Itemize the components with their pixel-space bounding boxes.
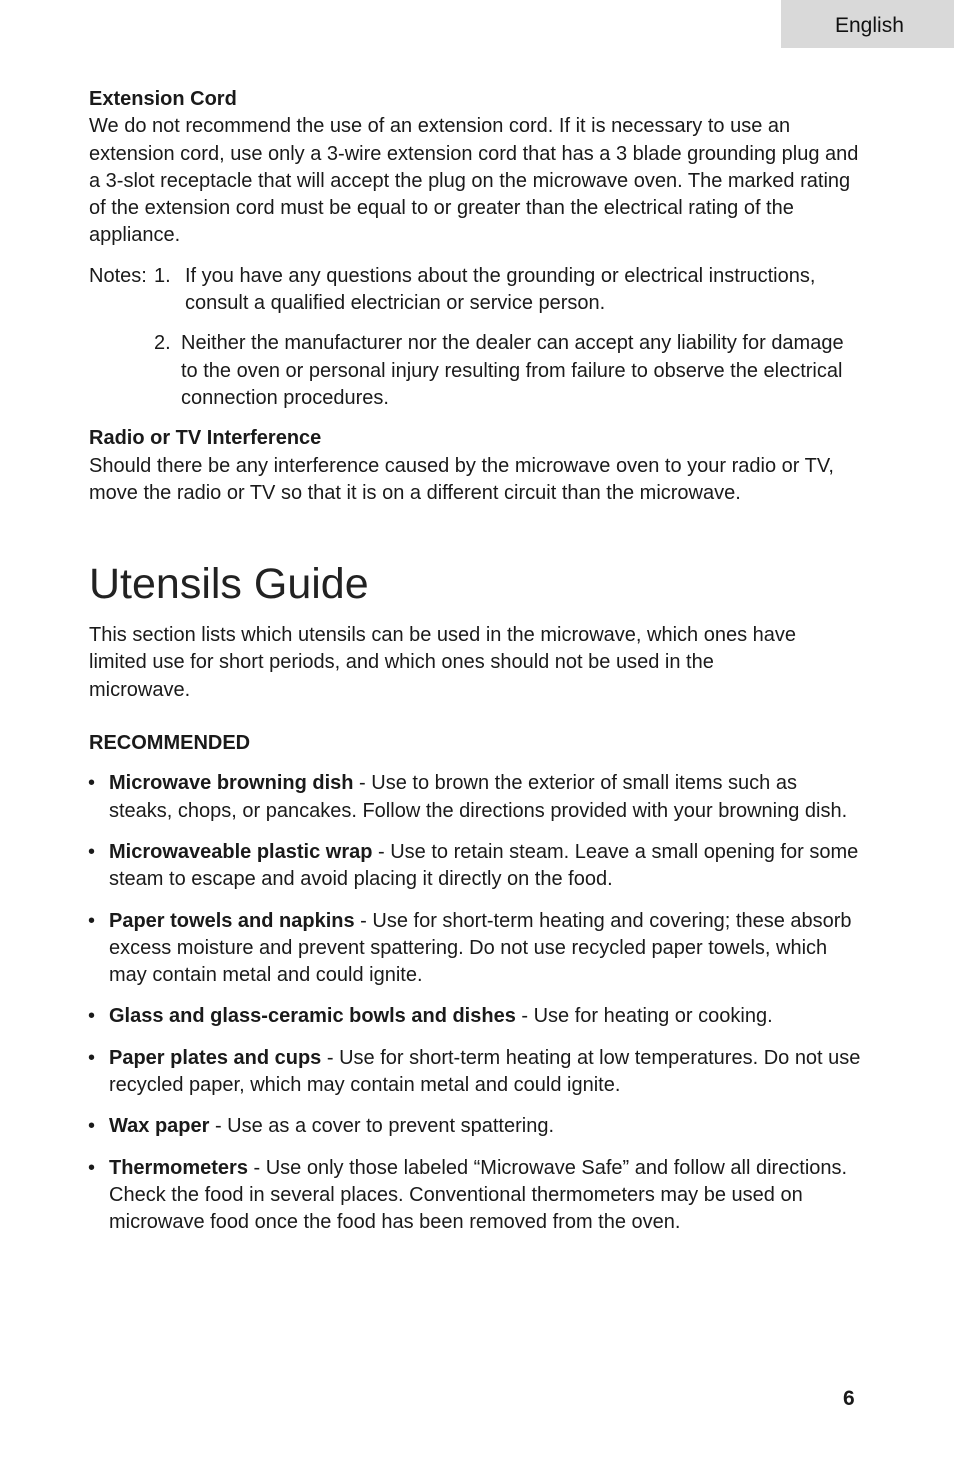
item-desc: - Use to brown the exterior of small items such as steaks, chops, or pancakes. Follow the directions provided with your browning dish. bbox=[109, 772, 848, 822]
list-item-text bbox=[109, 1003, 773, 1030]
item-desc: - Use as a cover to prevent spattering. bbox=[209, 1115, 555, 1138]
page-number: 6 bbox=[843, 1387, 855, 1410]
list-item bbox=[88, 770, 864, 825]
bullet: • bbox=[88, 1115, 96, 1138]
recommended-heading: RECOMMENDED bbox=[89, 732, 251, 755]
item-name: Microwaveable plastic wrap bbox=[109, 840, 373, 863]
radio-tv-body: Should there be any interference caused by the microwave oven to your radio or TV, move the radio or TV so that it is on a different circuit than the microwave. bbox=[89, 454, 834, 504]
list-item bbox=[88, 908, 864, 990]
bullet: • bbox=[88, 1046, 96, 1069]
utensils-intro: This section lists which utensils can be used in the microwave, which ones have limited use for short periods, and which ones should not be used in the microwave. bbox=[89, 624, 797, 701]
item-desc: - Use for heating or cooking. bbox=[515, 1005, 773, 1028]
item-desc: - Use for short-term heating at low temperatures. Do not use recycled paper, which may contain metal and could ignite. bbox=[109, 1046, 861, 1097]
item-desc: - Use to retain steam. Leave a small opening for some steam to escape and avoid placing it directly on the food. bbox=[109, 840, 859, 891]
bullet: • bbox=[88, 772, 96, 795]
note-text: If you have any questions about the grounding or electrical instructions, consult a qualified electrician or service person. bbox=[185, 264, 816, 315]
list-item bbox=[88, 839, 864, 894]
note-number: 2. bbox=[154, 332, 171, 355]
note-number: 1. bbox=[154, 264, 171, 287]
bullet: • bbox=[88, 1156, 96, 1179]
list-item bbox=[88, 1045, 864, 1100]
list-item bbox=[88, 1003, 864, 1030]
item-name: Thermometers bbox=[109, 1156, 248, 1179]
list-item-text bbox=[109, 1155, 864, 1237]
item-desc: - Use for short-term heating and covering; these absorb excess moisture and prevent spattering. Do not use recycled paper towels, which may contain metal and could ignite. bbox=[109, 909, 852, 987]
note-item bbox=[154, 263, 864, 318]
notes-block bbox=[89, 263, 864, 318]
item-desc: - Use only those labeled “Microwave Safe” and follow all directions. Check the food in several places. Conventional thermometers may be used on microwave food once the food has been removed from the oven. bbox=[109, 1156, 848, 1234]
list-item-text bbox=[109, 1113, 554, 1140]
radio-tv-heading: Radio or TV Interference bbox=[89, 427, 322, 450]
extension-cord-heading: Extension Cord bbox=[89, 88, 237, 110]
item-name: Microwave browning dish bbox=[109, 772, 354, 795]
list-item-text bbox=[109, 908, 864, 990]
list-item-text bbox=[109, 839, 864, 894]
page-content bbox=[89, 86, 864, 1251]
item-name: Glass and glass-ceramic bowls and dishes bbox=[109, 1005, 516, 1028]
list-item bbox=[88, 1113, 864, 1140]
bullet: • bbox=[88, 1005, 96, 1028]
note-text: Neither the manufacturer nor the dealer can accept any liability for damage to the oven or personal injury resulting from failure to observe the electrical connection procedures. bbox=[181, 332, 844, 409]
list-item bbox=[88, 1155, 864, 1237]
item-name: Paper plates and cups bbox=[109, 1046, 322, 1069]
section-title: Utensils Guide bbox=[89, 560, 369, 609]
bullet: • bbox=[88, 840, 96, 863]
item-name: Paper towels and napkins bbox=[109, 909, 355, 932]
list-item-text bbox=[109, 770, 864, 825]
recommended-list bbox=[88, 770, 864, 1236]
note-item bbox=[89, 330, 864, 412]
notes-label: Notes: bbox=[89, 264, 147, 287]
list-item-text bbox=[109, 1045, 864, 1100]
language-tab: English bbox=[781, 0, 954, 48]
item-name: Wax paper bbox=[109, 1115, 210, 1138]
bullet: • bbox=[88, 909, 96, 932]
extension-cord-body: We do not recommend the use of an extension cord. If it is necessary to use an extension cord, use only a 3-wire extension cord that has a 3 blade grounding plug and a 3-slot receptacle that will accept the plug on the microwave oven. The marked rating of the extension cord must be equal to or greater than the electrical rating of the appliance. bbox=[89, 115, 859, 247]
